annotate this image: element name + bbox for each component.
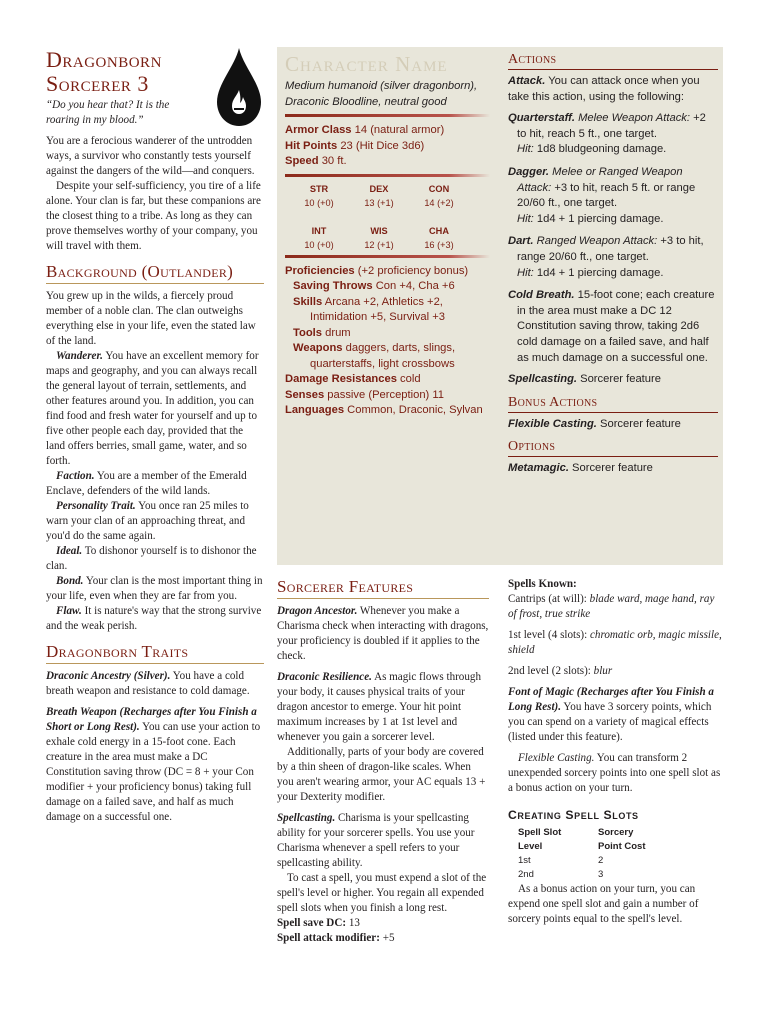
title-line-2: Sorcerer 3 xyxy=(46,71,149,96)
attack-entry xyxy=(508,165,718,227)
background-item-name: Flaw. xyxy=(56,605,82,617)
dragon-ancestor xyxy=(277,604,489,664)
attack-type: Melee or Ranged Weapon Attack: xyxy=(517,165,683,194)
damage-resistances-value: cold xyxy=(400,373,421,385)
attack-entry xyxy=(508,234,718,281)
first-level-list: chromatic orb, magic missile, shield xyxy=(508,629,722,656)
hit-points-value: 23 (Hit Dice 3d6) xyxy=(340,139,425,152)
ability-name: DEX xyxy=(369,183,389,194)
background-heading-suffix: (Outlander) xyxy=(141,262,234,281)
background-item-name: Ideal. xyxy=(56,545,83,557)
ability-name: CHA xyxy=(429,225,449,236)
saving-throws xyxy=(293,279,490,295)
character-name-placeholder: Character Name xyxy=(285,52,448,76)
page-title xyxy=(46,48,264,96)
armor-class xyxy=(285,123,490,139)
ability-name: WIS xyxy=(370,225,388,236)
background-intro: You grew up in the wilds, a fiercely proud member of a noble clan. The clan outweighs everything else in your life, even the stated law of the land. xyxy=(46,290,256,347)
skills-label: Skills xyxy=(293,295,323,308)
cold-breath-text: 15-foot cone; each creature in the area must make a DC 12 Constitution saving throw, taking 2d6 cold damage on a failed save, and half as much damage on a successful one. xyxy=(517,289,715,364)
table-header: Sorcery Point Cost xyxy=(598,827,646,852)
spell-attack-modifier-value: +5 xyxy=(382,932,395,944)
ability-name: CON xyxy=(428,183,450,194)
ability-value: 10 (+0) xyxy=(304,239,334,250)
spell-attack-modifier xyxy=(277,931,489,946)
saving-throws-value: Con +4, Cha +6 xyxy=(375,280,455,292)
background-heading xyxy=(46,262,264,284)
proficiencies-value: (+2 proficiency bonus) xyxy=(357,264,469,277)
background-item-text: Your clan is the most important thing in your life, even when they are far from you. xyxy=(46,575,263,602)
cold-breath xyxy=(508,288,718,366)
attack-name: Dagger. xyxy=(508,165,550,178)
intro-paragraph-1: You are a ferocious wanderer of the untrodden ways, a survivor who constantly tests yourself against the dangers of the wild—and conquers. xyxy=(46,135,255,177)
font-of-magic-text: You have 3 sorcery points, which you can spend on a variety of magical effects (listed under this feature). xyxy=(508,701,712,743)
attack-hit: 1d4 + 1 piercing damage. xyxy=(536,212,664,225)
attack-hit-label: Hit: xyxy=(517,212,534,225)
dragon-ancestor-text: Whenever you make a Charisma check when interacting with dragons, your proficiency is doubled if it applies to the check. xyxy=(277,605,489,662)
background-item-name: Faction. xyxy=(56,470,95,482)
background-item xyxy=(46,574,264,604)
skills-value: Arcana +2, Athletics +2, Intimidation +5, Survival +3 xyxy=(310,295,445,323)
ability-value: 14 (+2) xyxy=(424,197,454,208)
trait-item xyxy=(46,705,264,825)
flexible-casting-action xyxy=(508,417,718,433)
trait-items xyxy=(46,669,264,825)
ability-value: 13 (+1) xyxy=(364,197,394,208)
attack-hit-label: Hit: xyxy=(517,266,534,279)
cold-breath-name: Cold Breath. xyxy=(508,289,575,302)
flexible-casting-name: Flexible Casting. xyxy=(508,417,597,430)
divider xyxy=(285,114,490,117)
attack-intro xyxy=(508,74,718,105)
damage-resistances-label: Damage Resistances xyxy=(285,373,397,385)
spell-save-dc-value: 13 xyxy=(348,917,360,929)
ability-value: 10 (+0) xyxy=(304,197,334,208)
metamagic-text: Sorcerer feature xyxy=(572,462,653,475)
background-item-text: To dishonor yourself is to dishonor the clan. xyxy=(46,545,257,572)
second-level-label: 2nd level (2 slots): xyxy=(508,665,591,677)
attack-type: Ranged Weapon Attack: xyxy=(536,235,658,248)
background-item xyxy=(46,469,264,499)
draconic-resilience-continued: Additionally, parts of your body are covered by a thin sheen of dragon-like scales. When you aren't wearing armor, your AC equals 13 + your Dexterity modifier. xyxy=(277,746,486,803)
damage-resistances xyxy=(285,372,490,388)
attack-detail: +3 to hit, reach 5 ft. or range 20/60 ft., one target. xyxy=(517,181,696,210)
actions-heading: Actions xyxy=(508,52,718,70)
spell-save-dc-label: Spell save DC: xyxy=(277,917,347,929)
attack-name: Quarterstaff. xyxy=(508,112,575,125)
background-heading-text: Background xyxy=(46,262,138,281)
skills xyxy=(293,295,490,326)
background-item xyxy=(46,349,264,469)
languages-value: Common, Draconic, Sylvan xyxy=(347,404,483,416)
attack-detail: +3 to hit, range 20/60 ft., one target. xyxy=(517,235,704,263)
hit-points xyxy=(285,139,490,155)
background-item xyxy=(46,544,264,574)
font-of-magic-name: Font of Magic (Recharges after You Finish a Long Rest). xyxy=(508,686,714,713)
speed-value: 30 ft. xyxy=(321,155,347,167)
attack-name: Dart. xyxy=(508,235,534,248)
first-level-spells xyxy=(508,628,722,658)
senses-value: passive (Perception) 11 xyxy=(327,388,444,401)
traits-heading: Dragonborn Traits xyxy=(46,642,264,664)
weapons-value: daggers, darts, slings, quarterstaffs, light crossbows xyxy=(310,342,456,370)
ability-name: INT xyxy=(311,225,327,236)
stat-block-right xyxy=(508,52,718,477)
attack-intro-text: You can attack once when you take this action, using the following: xyxy=(508,75,700,103)
table-cell: 3 xyxy=(598,869,604,880)
weapons-label: Weapons xyxy=(293,342,343,354)
second-level-spells xyxy=(508,664,722,679)
senses xyxy=(285,388,490,404)
saving-throws-label: Saving Throws xyxy=(293,280,373,292)
cantrips xyxy=(508,592,722,622)
table-header: Spell Slot Level xyxy=(518,827,562,852)
background-item xyxy=(46,604,264,634)
weapons xyxy=(293,341,490,372)
attack-intro-name: Attack. xyxy=(508,75,546,87)
spellcasting-feature-name: Spellcasting. xyxy=(277,812,336,824)
spell-save-dc xyxy=(277,916,489,931)
trait-item-name: Draconic Ancestry (Silver). xyxy=(46,670,171,682)
trait-item-text: You can use your action to exhale cold energy in a 15-foot cone. Each creature in the area must make a DC Constitution saving throw (DC = 8 + your Con modifier + your proficiency bonus) taking full damage on a failed save, and half as much damage on a successful one. xyxy=(46,721,261,823)
speed xyxy=(285,154,490,170)
draconic-resilience-name: Draconic Resilience. xyxy=(277,671,372,683)
senses-label: Senses xyxy=(285,388,325,401)
background-item-text: You are a member of the Emerald Enclave, defenders of the wild lands. xyxy=(46,470,247,497)
background-item-text: It is nature's way that the strong survive and the weak perish. xyxy=(46,605,262,632)
creating-spell-slots-heading: Creating Spell Slots xyxy=(508,808,639,822)
metamagic-option xyxy=(508,461,718,477)
trait-item-name: Breath Weapon (Recharges after You Finish a Short or Long Rest). xyxy=(46,706,257,733)
dragon-ancestor-name: Dragon Ancestor. xyxy=(277,605,358,617)
spellcasting-feature-text: Charisma is your spellcasting ability for your sorcerer spells. You use your Charisma whenever a spell refers to your spellcasting ability. xyxy=(277,812,475,869)
speed-label: Speed xyxy=(285,155,319,167)
ability-value: 12 (+1) xyxy=(364,239,394,250)
divider xyxy=(285,255,490,258)
languages xyxy=(285,403,490,419)
spellcasting-feature xyxy=(277,811,489,871)
spellcasting-action-name: Spellcasting. xyxy=(508,373,578,386)
armor-class-label: Armor Class xyxy=(285,124,352,136)
flexible-casting-feature-text: You can transform 2 unexpended sorcery points into one spell slot as a bonus action on your turn. xyxy=(508,752,721,794)
intro-paragraph-2: Despite your self-sufficiency, you tire of a life alone. Your clan is far, but these companions are the closest thing to a tribe. As long as they can prove themselves worthy of your company, you will travel with them. xyxy=(46,180,261,252)
cantrips-label: Cantrips (at will): xyxy=(508,593,587,605)
second-level-list: blur xyxy=(593,665,613,677)
hit-points-label: Hit Points xyxy=(285,139,338,152)
spellcasting-continued: To cast a spell, you must expend a slot of the spell's level or higher. You regain all expended spell slots when you finish a long rest. xyxy=(277,872,487,914)
sorcerer-features-heading: Sorcerer Features xyxy=(277,577,489,599)
armor-class-value: 14 (natural armor) xyxy=(354,124,445,136)
options-heading: Options xyxy=(508,439,718,457)
trait-item-text: You have a cold breath weapon and resistance to cold damage. xyxy=(46,670,250,697)
attack-hit-label: Hit: xyxy=(517,143,534,156)
spell-attack-modifier-label: Spell attack modifier: xyxy=(277,932,380,944)
stat-block-left xyxy=(285,52,490,419)
sorcerer-features-column xyxy=(277,577,489,946)
first-level-label: 1st level (4 slots): xyxy=(508,629,588,641)
attack-entry xyxy=(508,111,718,158)
draconic-resilience xyxy=(277,670,489,745)
proficiency-list xyxy=(285,264,490,419)
background-item-text: You once ran 25 miles to warn your clan of an approaching threat, and you'd do the same again. xyxy=(46,500,249,542)
table-cell: 2nd xyxy=(518,869,534,880)
attack-hit: 1d8 bludgeoning damage. xyxy=(536,143,667,156)
spells-column xyxy=(508,577,722,927)
title-line-1: Dragonborn xyxy=(46,47,162,72)
table-cell: 2 xyxy=(598,855,604,866)
flexible-casting-feature-name: Flexible Casting. xyxy=(518,752,595,764)
spell-slot-table xyxy=(518,826,722,882)
font-of-magic xyxy=(508,685,722,745)
tools xyxy=(293,326,490,342)
cantrips-list: blade ward, mage hand, ray of frost, true strike xyxy=(508,593,715,620)
creature-subtitle: Medium humanoid (silver dragonborn), Draconic Bloodline, neutral good xyxy=(285,80,478,108)
languages-label: Languages xyxy=(285,404,345,416)
background-item xyxy=(46,499,264,544)
left-column xyxy=(46,48,264,825)
attack-list xyxy=(508,111,718,281)
quote: “Do you hear that? It is the roaring in my blood.” xyxy=(46,99,170,126)
spells-known-heading: Spells Known: xyxy=(508,578,577,590)
bonus-actions-heading: Bonus Actions xyxy=(508,395,718,413)
tools-value: drum xyxy=(325,326,351,339)
flexible-casting-feature xyxy=(508,751,722,796)
ability-name: STR xyxy=(309,183,329,194)
draconic-resilience-text: As magic flows through your body, it causes physical traits of your dragon ancestor to emerge. Your hit point maximum increases by 1 at 1st level and whenever you gain a sorcerer level. xyxy=(277,671,481,743)
proficiencies-label: Proficiencies xyxy=(285,264,355,277)
flexible-casting-text: Sorcerer feature xyxy=(600,417,681,430)
divider xyxy=(285,174,490,177)
proficiencies xyxy=(285,264,490,280)
background-items xyxy=(46,349,264,634)
background-item-name: Bond. xyxy=(56,575,84,587)
spell-slot-conversion: As a bonus action on your turn, you can expend one spell slot and gain a number of sorcery points equal to the spell's level. xyxy=(508,883,699,925)
background-item-name: Wanderer. xyxy=(56,350,103,362)
ability-scores xyxy=(289,183,469,251)
table-cell: 1st xyxy=(518,855,531,866)
background-item-name: Personality Trait. xyxy=(56,500,136,512)
attack-hit: 1d4 + 1 piercing damage. xyxy=(536,266,664,279)
trait-item xyxy=(46,669,264,699)
spellcasting-action-text: Sorcerer feature xyxy=(580,373,661,386)
tools-label: Tools xyxy=(293,326,323,339)
ability-value: 16 (+3) xyxy=(424,239,454,250)
spellcasting-action xyxy=(508,372,718,388)
background-item-text: You have an excellent memory for maps and geography, and you can always recall the general layout of terrain, settlements, and other features around you. In addition, you can find food and fresh water for yourself and up to five other people each day, provided that the land offers berries, small game, water, and so forth. xyxy=(46,350,259,467)
attack-detail: +2 to hit, reach 5 ft., one target. xyxy=(517,112,706,140)
attack-type: Melee Weapon Attack: xyxy=(578,112,690,125)
metamagic-name: Metamagic. xyxy=(508,462,569,475)
